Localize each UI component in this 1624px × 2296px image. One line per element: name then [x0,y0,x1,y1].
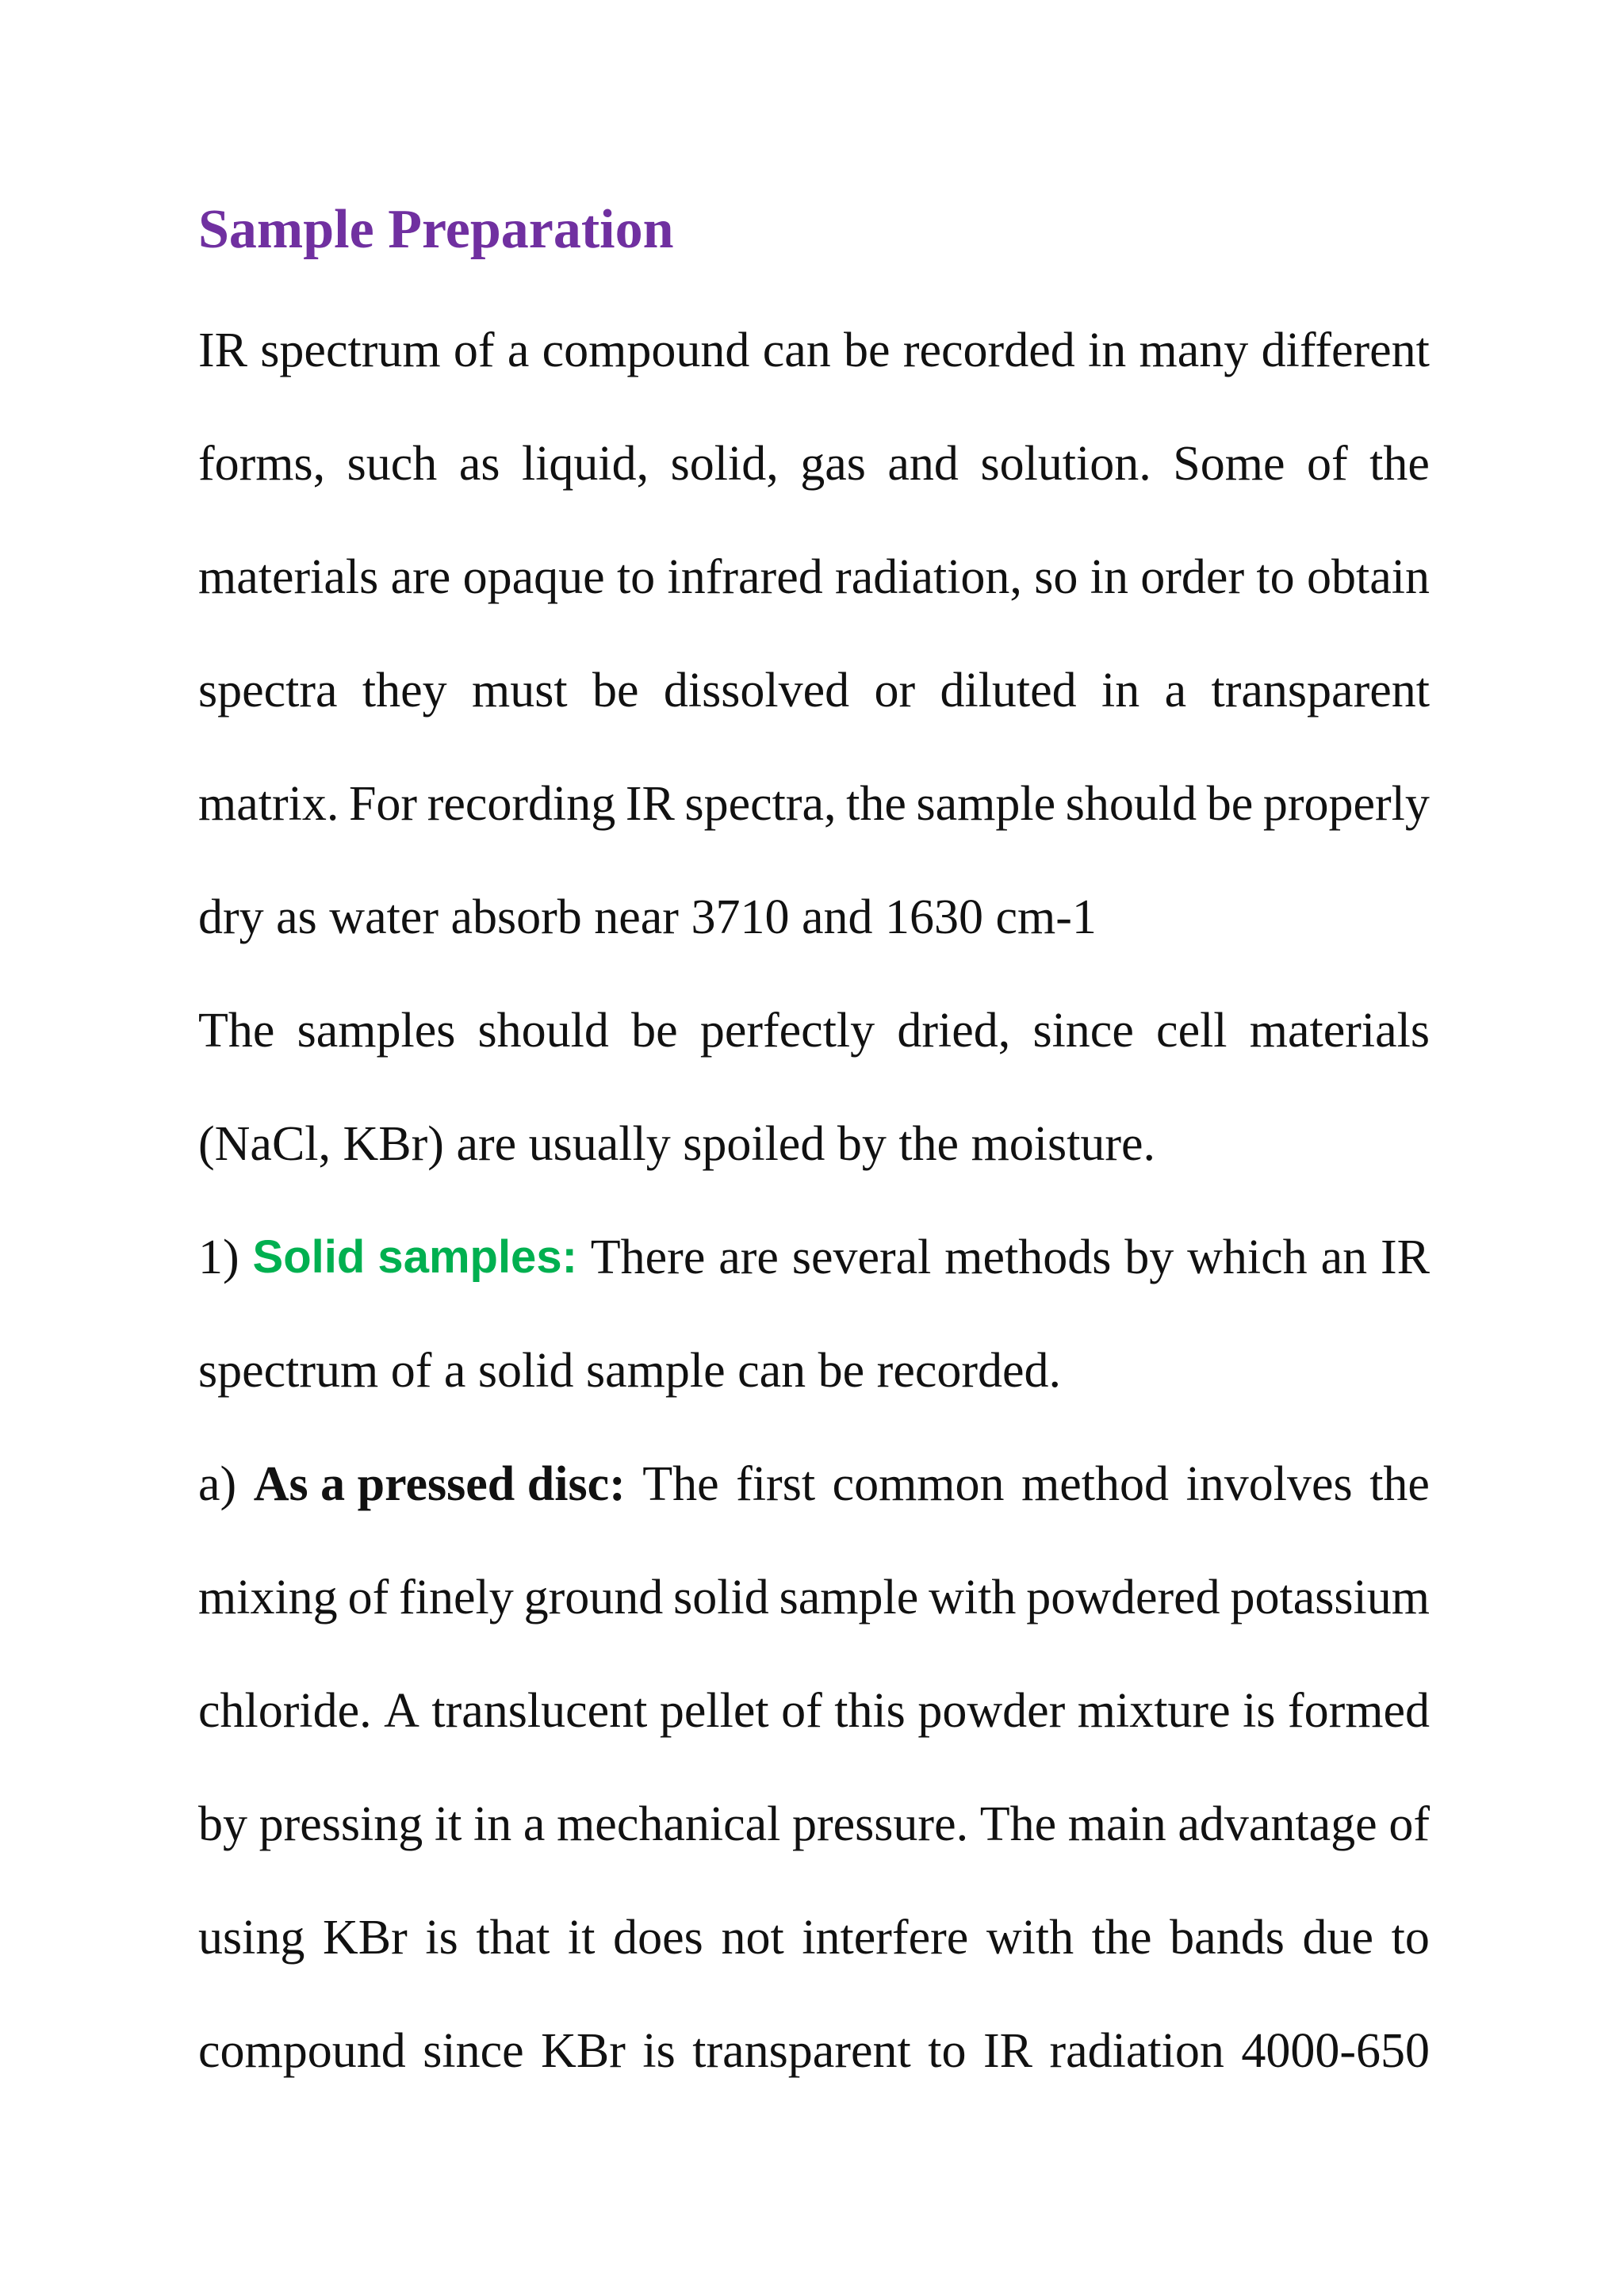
word: sample [916,777,1056,831]
word: properly [1262,777,1430,831]
word: potassium [1230,1571,1430,1624]
word: are [718,1230,779,1284]
body-line [198,2019,1430,2083]
word: radiation, [835,550,1022,604]
word: dissolved [663,664,850,718]
word: mechanical [557,1797,781,1851]
word: must [472,664,568,718]
word: finely [399,1571,514,1624]
word: A [384,1684,419,1738]
word: in [473,1797,512,1851]
word: are [390,550,451,604]
word: dried, [897,1004,1011,1058]
word: the [846,777,906,831]
pressed-disc-line [198,1452,1430,1516]
word: be [631,1004,678,1058]
word: it [434,1797,462,1851]
word: spectrum [260,323,441,377]
word: IR [625,777,675,831]
word: can [762,323,831,377]
word: bands [1170,1911,1285,1965]
word: mixture [1077,1684,1231,1738]
word: materials [1249,1004,1430,1058]
word: IR [198,323,247,377]
word: be [1206,777,1254,831]
item-letter: a) [198,1457,237,1511]
word: as [458,437,500,491]
word: involves [1185,1457,1353,1511]
word: of [781,1684,822,1738]
word: method [1021,1457,1170,1511]
solid-samples-label: Solid samples: [252,1231,577,1283]
word: cell [1156,1004,1228,1058]
word: The [642,1457,719,1511]
word: using [198,1911,305,1965]
item-number: 1) [198,1230,239,1284]
word: by [1124,1230,1174,1284]
word: since [1032,1004,1134,1058]
word: liquid, [521,437,649,491]
word: in [1101,664,1140,718]
word: a [1164,664,1187,718]
word: solid [673,1571,769,1624]
word: solid, [670,437,779,491]
word: forms, [198,437,326,491]
section-heading: Sample Preparation [198,199,674,260]
word: of [347,1571,389,1624]
word: such [347,437,438,491]
word: common [832,1457,1005,1511]
word: be [844,323,891,377]
word: with [986,1911,1074,1965]
word: to [616,550,656,604]
word: due [1302,1911,1373,1965]
body-line [198,1679,1430,1743]
word: is [1243,1684,1276,1738]
word: powdered [1026,1571,1220,1624]
word: 4000-650 [1241,2024,1430,2078]
word: the [1091,1911,1152,1965]
word: with [929,1571,1017,1624]
word: transparent [1211,664,1430,718]
word: interfere [802,1911,969,1965]
word: should [477,1004,609,1058]
word: translucent [431,1684,648,1738]
word: pressing [259,1797,423,1851]
word: to [928,2024,967,2078]
word: it [568,1911,596,1965]
word: an [1320,1230,1368,1284]
word: a [523,1797,546,1851]
word: that [476,1911,550,1965]
body-line: (NaCl, KBr) are usually spoiled by the moisture. [198,1117,1156,1171]
body-line [198,319,1430,382]
word: of [1306,437,1348,491]
body-line [198,999,1430,1062]
word: of [453,323,495,377]
word: pressure. [792,1797,969,1851]
word: spectra [198,664,338,718]
word: diluted [940,664,1077,718]
word: they [362,664,447,718]
word: KBr [541,2024,626,2078]
word: KBr [323,1911,408,1965]
word: spectra, [684,777,837,831]
word: solution. [980,437,1151,491]
word: radiation [1049,2024,1224,2078]
word: samples [297,1004,456,1058]
word: methods [944,1230,1112,1284]
word: gas [800,437,866,491]
word: powder [917,1684,1066,1738]
word: chloride. [198,1684,372,1738]
word: in [1088,323,1127,377]
word: or [874,664,916,718]
word: many [1139,323,1249,377]
word: There [590,1230,706,1284]
body-line [198,1793,1430,1856]
word: compound [542,323,750,377]
solid-samples-line [198,1226,1430,1289]
word: of [1388,1797,1430,1851]
word: so [1034,550,1078,604]
word: formed [1287,1684,1430,1738]
word: The [198,1004,275,1058]
word: since [423,2024,524,2078]
word: the [1369,437,1430,491]
body-line [198,1906,1430,1969]
word: compound [198,2024,406,2078]
word: For [348,777,418,831]
word: the [1369,1457,1430,1511]
word: in [1090,550,1128,604]
word: transparent [692,2024,911,2078]
word: main [1067,1797,1166,1851]
word: obtain [1306,550,1430,604]
word: not [721,1911,784,1965]
word: a [507,323,530,377]
body-line [198,545,1430,609]
pressed-disc-label: As a pressed disc: [253,1457,626,1511]
word: pellet [659,1684,769,1738]
word: ground [523,1571,664,1624]
word: matrix. [198,777,339,831]
word: and [887,437,959,491]
word: several [791,1230,932,1284]
word: order [1140,550,1245,604]
word: sample [779,1571,919,1624]
word: first [736,1457,816,1511]
word: IR [982,2024,1032,2078]
word: IR [1381,1230,1430,1284]
word: to [1391,1911,1430,1965]
word: advantage [1178,1797,1377,1851]
word: Some [1173,437,1285,491]
word: materials [198,550,379,604]
word: is [642,2024,676,2078]
word: by [198,1797,247,1851]
word: is [425,1911,458,1965]
body-line [198,772,1430,836]
body-line: dry as water absorb near 3710 and 1630 cm-1 [198,890,1097,944]
body-line [198,659,1430,722]
word: to [1256,550,1295,604]
word: mixing [198,1571,338,1624]
body-line [198,432,1430,496]
body-line: spectrum of a solid sample can be recorded. [198,1344,1062,1398]
word: opaque [462,550,605,604]
word: infrared [667,550,823,604]
word: which [1187,1230,1308,1284]
word: perfectly [699,1004,875,1058]
word: The [979,1797,1057,1851]
word: different [1261,323,1430,377]
word: be [592,664,639,718]
body-line [198,1566,1430,1629]
word: does [613,1911,703,1965]
word: recorded [902,323,1075,377]
word: should [1065,777,1197,831]
word: this [834,1684,906,1738]
word: recording [427,777,616,831]
